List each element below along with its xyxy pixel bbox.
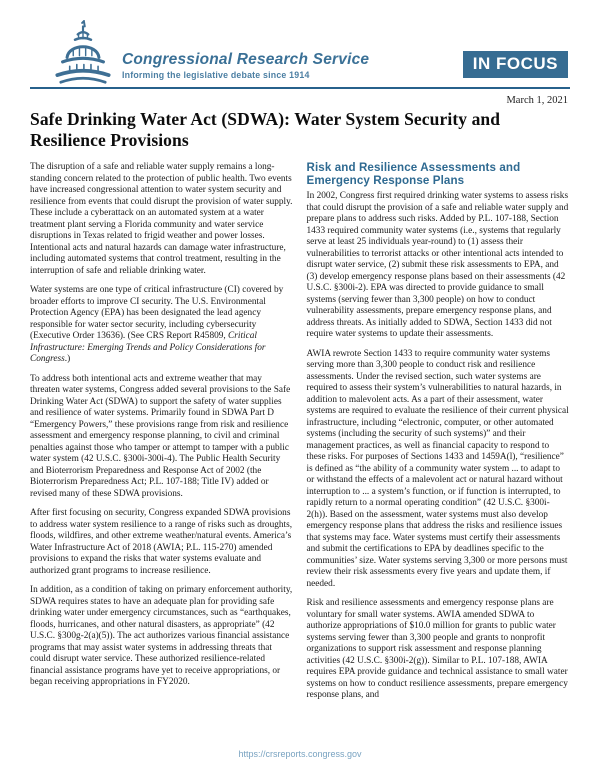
right-column: [307, 162, 571, 710]
paragraph: [307, 598, 571, 702]
paragraph: [307, 349, 571, 591]
paragraph-text: After first focusing on security, Congress expanded SDWA provisions to address water system resilience to a range of risks such as droughts, floods, wildfires, and other extreme weather/natural events. America’s Water Infrastructure Act of 2018 (AWIA; P.L. 115-270) amended provisions to expand the risks that water systems evaluate and authorized grant programs to increase resilience.: [30, 508, 293, 576]
in-focus-badge: IN FOCUS: [463, 51, 568, 78]
paragraph: [30, 374, 294, 501]
body-columns: [30, 162, 570, 710]
section-heading: Risk and Resilience Assessments and Emergency Response Plans: [306, 161, 521, 187]
paragraph: [30, 162, 294, 277]
paragraph: [30, 585, 294, 689]
paragraph-text: To address both intentional acts and extreme weather that may threaten water systems, Congress added several provisions to the Safe Drinking Water Act (SDWA) to support the safety of water supplies and resilience of water systems. Primarily found in SDWA Part D “Emergency Powers,” these provisions range from risk and resilience assessment and emergency response planning, to civil and criminal penalties against those who tamper or attempt to tamper with a public water system (42 U.S.C. §300i-300i-4). The Public Health Security and Bioterrorism Preparedness and Response Act of 2002 (the Bioterrorism Preparedness Act; P.L. 107-188; Title IV) added or revised many of these SDWA provisions.: [30, 373, 291, 499]
publication-date: March 1, 2021: [506, 95, 568, 106]
document-footer: [0, 744, 600, 762]
left-column: [30, 162, 294, 710]
paragraph-text: .): [64, 354, 71, 364]
footer-url-link[interactable]: https://crsreports.congress.gov: [238, 749, 362, 759]
paragraph-text: In 2002, Congress first required drinking water systems to assess risks that could disrupt the provision of a safe and reliable water supply and prepare plans to address such risks. Added by P.L. 107-188, Section 1433 required community water systems (i.e., systems that regularly serve at least 25 individuals year-round) to (1) assess their vulnerabilities to terrorist attacks or other intentional acts intended to disrupt water service, (2) submit these risk assessments to EPA, and (3) develop emergency response plans based on their assessments (42 U.S.C. §300i-2). EPA was directed to provide guidance to small systems (serving fewer than 3,300 people) on how to conduct vulnerability assessments, prepare emergency response plans, and address threats. As initially added to SDWA, Section 1433 did not require water systems to update their assessments.: [306, 191, 569, 340]
paragraph-text: AWIA rewrote Section 1433 to require community water systems serving more than 3,300 people to conduct risk and resilience assessments. Under the revised section, such water systems are required to assess their system’s vulnerabilities to natural hazards, in addition to malevolent acts. As a part of their assessment, water systems are required to evaluate the resilience of their current physical infrastructure, including “electronic, computer, or other automated systems (including the security of such systems)” and their management practices, as well as financial capacity to respond to these risks. For purposes of Sections 1433 and 1459A(l), “resilience” is defined as “the ability of a community water system ... to adapt to or withstand the effects of a malevolent act or natural hazard without interruption to ... a system’s function, or if function is interrupted, to rapidly return to a normal operating condition” (42 U.S.C. §300i-2(h)). Based on the assessment, water systems must also develop emergency response plans that address the risks and resilience issues that systems may face. Water systems must certify their assessments and submit the certifications to EPA by deadlines specific to the communities’ size. Water systems serving 3,300 or more persons must review their risk assessments every five years and update them, if needed.: [306, 348, 569, 589]
paragraph: [30, 285, 294, 366]
paragraph-text: Risk and resilience assessments and emergency response plans are voluntary for small water systems. AWIA amended SDWA to authorize appropriations of $10.0 million for grants to public water systems serving fewer than 3,300 people and grants to nonprofit organizations to support risk assessment and response planning activities (42 U.S.C. §300i-2(g)). Similar to P.L. 107-188, AWIA requires EPA provide guidance and technical assistance to small water systems on how to conduct resilience assessments, prepare emergency response plans, and: [306, 598, 568, 701]
paragraph: [30, 508, 294, 577]
paragraph-text: Water systems are one type of critical infrastructure (CI) covered by broader efforts to improve CI security. The U.S. Environmental Protection Agency (EPA) has been designated the lead agency responsible for water sector security, including cybersecurity (Executive Order 13636). (See CRS Report R45809,: [30, 285, 284, 341]
paragraph-text: In addition, as a condition of taking on primary enforcement authority, SDWA requires states to have an adequate plan for providing safe drinking water under emergency circumstances, such as “earthquakes, floods, hurricanes, and other natural disasters, as appropriate” (42 U.S.C. §300g-2(a)(5)). The act authorizes various financial assistance programs that may assist water systems in addressing threats that could disrupt water service. These authorized resilience-related financial assistance programs have yet to receive appropriations, or began receiving appropriations in FY2020.: [30, 585, 293, 687]
logo-tagline: Informing the legislative debate since 1914: [122, 70, 310, 80]
logo-title: Congressional Research Service: [122, 50, 370, 68]
document-header: [30, 18, 570, 86]
logo-text-block: [122, 52, 369, 86]
report-title-italic: Critical Infrastructure: Emerging Trends and Policy Considerations for Congress: [30, 331, 266, 364]
page-title: Safe Drinking Water Act (SDWA): Water System Security and Resilience Provisions: [30, 109, 501, 150]
crs-logo: [52, 20, 369, 86]
header-divider: [30, 87, 570, 89]
paragraph: [307, 191, 571, 341]
capitol-dome-icon: [52, 20, 114, 86]
paragraph-text: The disruption of a safe and reliable water supply remains a long-standing concern related to the protection of public health. Two events have increased congressional attention to water system security and resilience from events that could disrupt the provision of water supply. These include a cyberattack on an automated system at a water treatment plant serving a Florida community and water service disruptions in Texas related to frigid weather and power losses. Intentional acts and natural hazards can damage water infrastructure, including automated systems that control treatment, resulting in the interruption of safe and reliable drinking water.: [30, 162, 293, 276]
